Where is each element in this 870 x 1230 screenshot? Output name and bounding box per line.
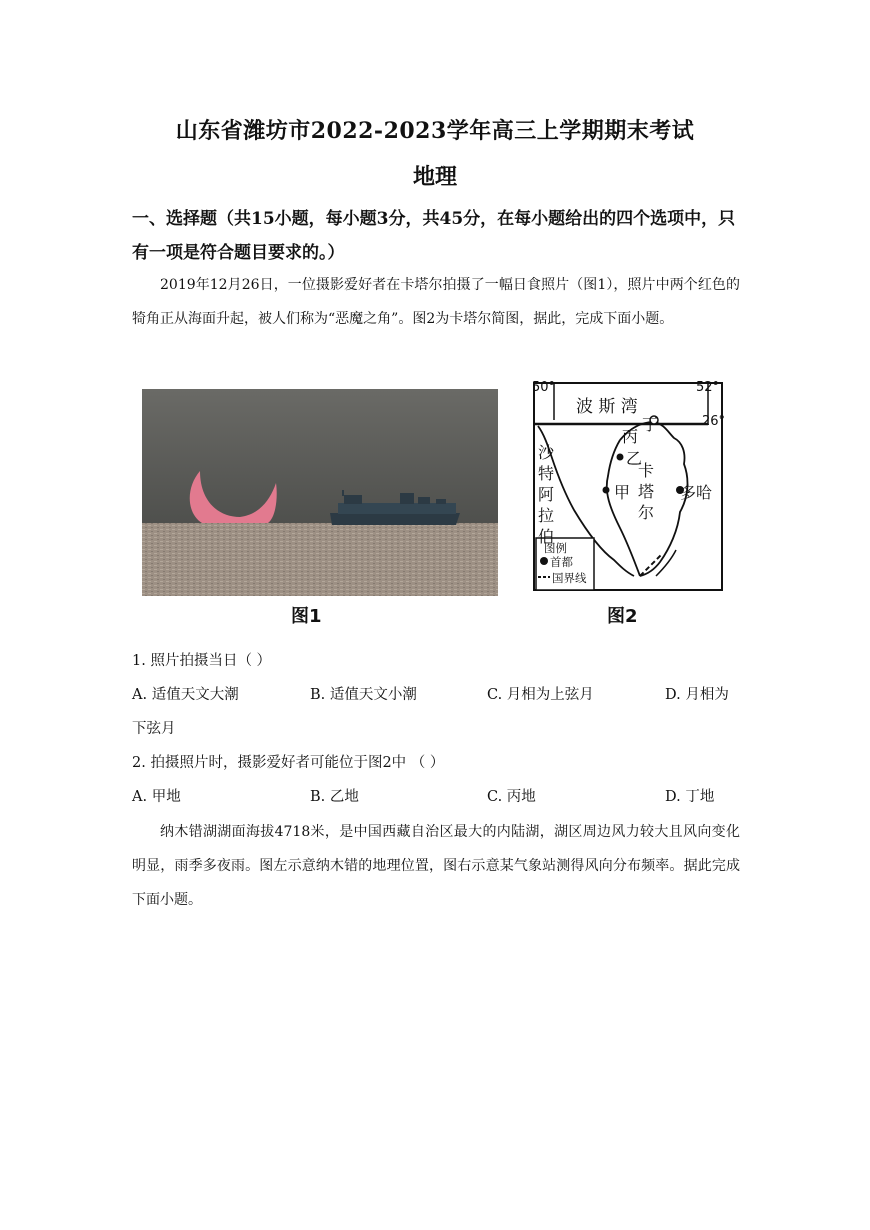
qatar-map bbox=[530, 380, 730, 592]
legend-capital: 首都 bbox=[550, 555, 573, 569]
exam-title: 山东省潍坊市2022-2023学年高三上学期期末考试 bbox=[175, 118, 695, 144]
q2-option-b: B. 乙地 bbox=[310, 789, 359, 805]
question-1-stem: 1. 照片拍摄当日（ ） bbox=[132, 653, 272, 669]
question-2-stem: 2. 拍摄照片时，摄影爱好者可能位于图2中 （ ） bbox=[132, 755, 445, 771]
legend-border: 国界线 bbox=[552, 571, 587, 585]
q2-option-a: A. 甲地 bbox=[132, 789, 181, 805]
q1-option-a: A. 适值天文大潮 bbox=[132, 687, 239, 703]
passage-namco: 纳木错湖湖面海拔4718米，是中国西藏自治区最大的内陆湖，湖区周边风力较大且风向变化明显，雨季多夜雨。图左示意纳木错的地理位置，图右示意某气象站测得风向分布频率。据此完成下面小题。 bbox=[132, 824, 740, 908]
fig2-caption: 图2 bbox=[607, 606, 638, 627]
saudi-arabia-label: 沙 特 阿 拉 伯 bbox=[538, 443, 555, 546]
sea bbox=[142, 523, 498, 596]
ding-label: 丁 bbox=[642, 415, 659, 434]
point-yi bbox=[617, 454, 624, 461]
legend-capital-dot bbox=[540, 557, 548, 565]
doha-label: 多哈 bbox=[680, 483, 713, 502]
q2-option-c: C. 丙地 bbox=[487, 789, 536, 805]
point-jia bbox=[603, 487, 610, 494]
qatar-label: 卡 塔 尔 bbox=[638, 461, 655, 522]
q1-option-d: D. 月相为 bbox=[665, 687, 729, 703]
lon-label-right: 52° bbox=[696, 380, 720, 395]
q1-option-b: B. 适值天文小潮 bbox=[310, 687, 417, 703]
passage-eclipse: 2019年12月26日，一位摄影爱好者在卡塔尔拍摄了一幅日食照片（图1），照片中两个红色的犄角正从海面升起，被人们称为“恶魔之角”。图2为卡塔尔简图，据此，完成下面小题。 bbox=[132, 277, 740, 327]
q1-option-d-wrap: 下弦月 bbox=[132, 721, 176, 737]
gulf-label: 波 斯 湾 bbox=[576, 397, 638, 417]
lon-label-left: 50° bbox=[532, 380, 556, 395]
legend-title: 图例 bbox=[544, 541, 567, 555]
fig1-caption: 图1 bbox=[291, 606, 322, 627]
yi-label: 乙 bbox=[626, 449, 643, 468]
eclipse-photo bbox=[142, 389, 498, 596]
bing-label: 丙 bbox=[622, 427, 639, 446]
q2-option-d: D. 丁地 bbox=[665, 789, 715, 805]
section-heading: 一、选择题（共15小题，每小题3分，共45分，在每小题给出的四个选项中，只有一项是符合题目要求的。） bbox=[132, 209, 736, 263]
subject-title: 地理 bbox=[412, 164, 457, 190]
q1-option-c: C. 月相为上弦月 bbox=[487, 687, 594, 703]
lat-label: 26° bbox=[702, 414, 726, 429]
jia-label: 甲 bbox=[614, 483, 631, 502]
